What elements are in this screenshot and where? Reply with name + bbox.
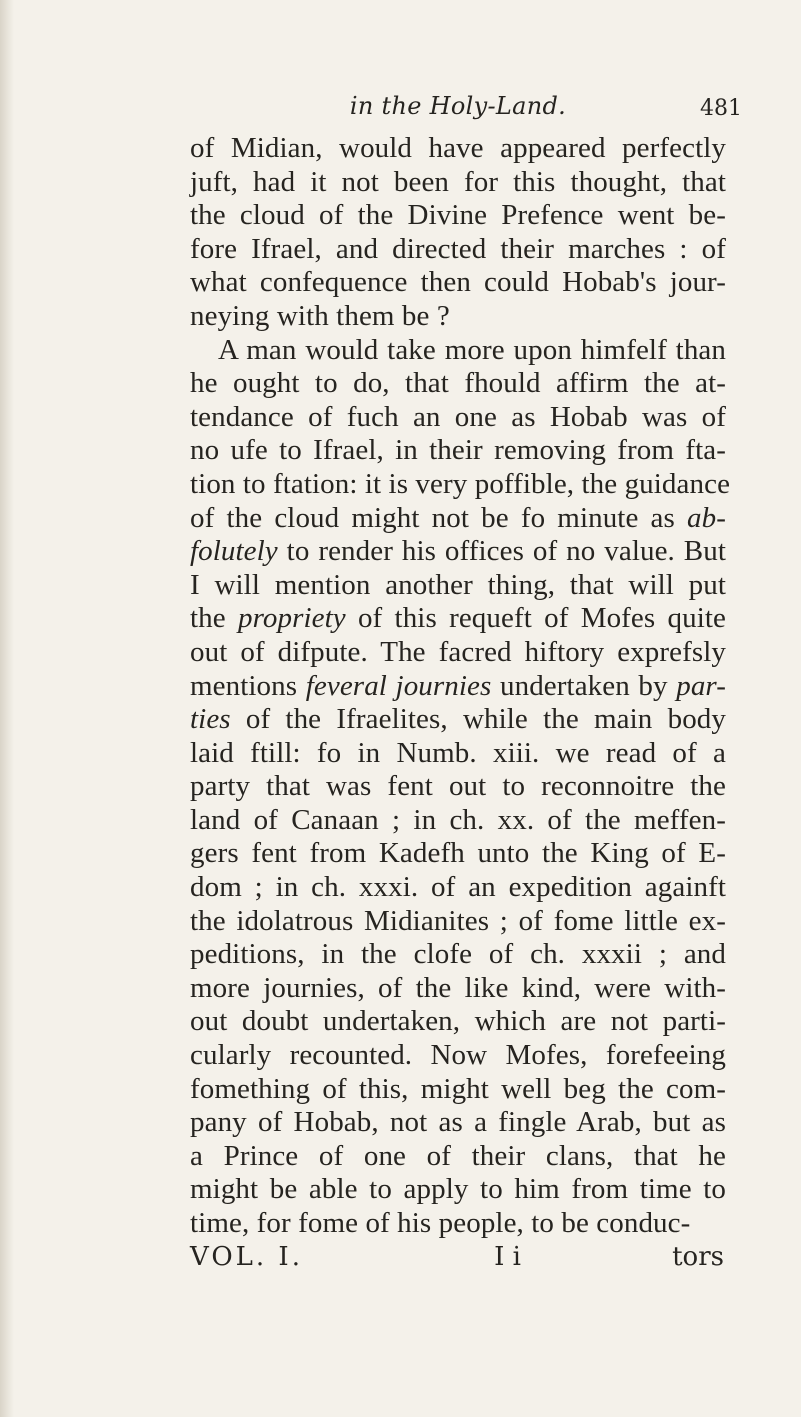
text-line: peditions, in the clofe of ch. xxxii ; and: [190, 938, 726, 971]
text-line: fore Ifrael, and directed their marches : of: [190, 232, 726, 265]
text-line: he ought to do, that fhould affirm the at-: [190, 367, 726, 400]
running-head-title: in the Holy-Land.: [349, 92, 567, 120]
text-line: land of Canaan ; in ch. xx. of the meffen-: [190, 803, 726, 836]
text-line: mentions feveral journies undertaken by par-: [190, 669, 726, 702]
text-line: a Prince of one of their clans, that he: [190, 1139, 726, 1172]
text-line: ties of the Ifraelites, while the main body: [190, 703, 726, 736]
book-page: [190, 92, 742, 1274]
text-line: the propriety of this requeft of Mofes quite: [190, 602, 726, 635]
page-footer: [190, 1241, 726, 1274]
text-line: out of difpute. The facred hiftory exprefsly: [190, 635, 726, 668]
text-line: out doubt undertaken, which are not parti-: [190, 1005, 726, 1038]
text-line: tendance of fuch an one as Hobab was of: [190, 400, 726, 433]
signature-mark: I i: [494, 1241, 521, 1272]
text-line: no ufe to Ifrael, in their removing from fta-: [190, 434, 726, 467]
text-line: folutely to render his offices of no value. But: [190, 535, 726, 568]
text-line: more journies, of the like kind, were with-: [190, 971, 726, 1004]
page-gutter-shadow: [0, 0, 14, 1417]
text-line: dom ; in ch. xxxi. of an expedition againft: [190, 871, 726, 904]
text-line: cularly recounted. Now Mofes, forefeeing: [190, 1039, 726, 1072]
text-line: tion to ftation: it is very poffible, the guidance: [190, 467, 731, 500]
text-line: party that was fent out to reconnoitre the: [190, 770, 726, 803]
text-line: I will mention another thing, that will put: [190, 568, 726, 601]
text-line: juft, had it not been for this thought, that: [190, 165, 726, 198]
volume-label: VOL. I.: [190, 1241, 303, 1272]
text-line: fomething of this, might well beg the com-: [190, 1072, 726, 1105]
text-line: the cloud of the Divine Prefence went be-: [190, 199, 726, 232]
text-line: neying with them be ?: [190, 299, 450, 332]
body-text: [190, 132, 731, 1241]
text-line: of Midian, would have appeared perfectly: [190, 132, 726, 164]
text-line: what confequence then could Hobab's jour-: [190, 266, 726, 299]
text-line: laid ftill: fo in Numb. xiii. we read of a: [190, 736, 726, 769]
catchword: tors: [672, 1241, 724, 1272]
text-line: A man would take more upon himfelf than: [218, 333, 726, 366]
page-number: 481: [700, 96, 742, 121]
text-line: might be able to apply to him from time to: [190, 1173, 726, 1206]
text-line: pany of Hobab, not as a fingle Arab, but as: [190, 1106, 726, 1139]
text-line: gers fent from Kadefh unto the King of E-: [190, 837, 726, 870]
running-head: [190, 92, 742, 132]
text-line: time, for fome of his people, to be conduc-: [190, 1207, 691, 1239]
text-line: of the cloud might not be fo minute as ab-: [190, 501, 726, 534]
text-line: the idolatrous Midianites ; of fome little ex-: [190, 904, 726, 937]
